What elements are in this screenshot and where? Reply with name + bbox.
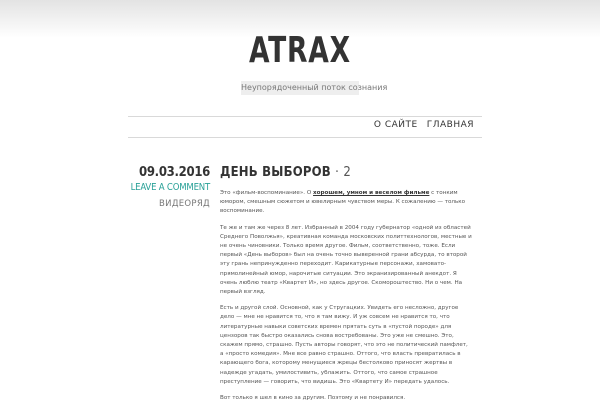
p1-text-after: с тонким юмором, смешным сюжетом и ювелирным чувством меры. К сожалению — только воспоминание.	[220, 190, 466, 215]
site-title[interactable]: ATRAX	[249, 30, 351, 71]
post-paragraph-3: Есть и другой слой. Основной, как у Стругацких. Увидеть его несложно, другое дело — мне не нравится то, что я там вижу. И уж совсем не нравится то, что литературные навыки советских времен прятать суть в «пустой породе» для цензоров так быстро оказались снова востребованы. Это уже не смешно. Это, скажем прямо, страшно. Пусть авторы говорят, что это не политический памфлет, а «просто комедия». Мне все равно страшно. Оттого, что власть превратилась в карающего бога, которому менущиеся жрецы бестолково приносят жертвы в надежде угадать, умилостивить, ублажить. Оттого, что самое страшное преступление — говорить, что видишь. Это «Квартету И» передать удалось.	[220, 305, 468, 385]
main-nav	[374, 120, 474, 130]
p1-review-link[interactable]: хорошем, умном и веселом фильме	[313, 190, 430, 196]
title-separator: ·	[335, 165, 340, 180]
post-article	[220, 165, 472, 410]
post-title-link[interactable]: ДЕНЬ ВЫБОРОВ	[220, 165, 331, 180]
leave-comment-link[interactable]: LEAVE A COMMENT	[130, 182, 210, 193]
nav-item-home[interactable]: ГЛАВНАЯ	[426, 120, 474, 130]
nav-bottom-divider	[128, 137, 482, 138]
post-paragraph-2: Те же и там же через 8 лет. Избранный в 2004 году губернатор «одной из областей Среднего Поволжья», креативная команда московских политтехнологов, местные и не очень чиновники. Только время другое. Фильм, соответственно, тоже. Если первый «День выборов» был на очень точно выверенной грани абсурда, то второй эту грань непринужденно переходит. Карикатурные персонажи, хамовато-прямолинейный юмор, нарочитые ситуации. Это экранизированный анекдот. Я очень люблю театр «Квартет И», но здесь другое. Скомороштество. Ни о чем. На первый взгляд.	[220, 224, 472, 296]
comment-count-link[interactable]: 2	[343, 165, 352, 180]
nav-top-divider	[128, 116, 482, 117]
post-meta	[128, 165, 210, 209]
post-paragraph-1	[220, 189, 472, 217]
nav-item-about[interactable]: О САЙТЕ	[373, 120, 418, 130]
post-paragraph-4: Вот только я шел в кино за другим. Поэтому и не понравился.	[220, 395, 406, 402]
p1-text-before: Это «фильм-воспоминание». О	[220, 190, 314, 196]
post-date[interactable]: 09.03.2016	[139, 165, 210, 180]
post-category-link[interactable]: ВИДЕОРЯД	[159, 199, 210, 209]
site-tagline: Неупорядоченный поток сознания	[241, 81, 359, 95]
post-title	[220, 165, 472, 180]
